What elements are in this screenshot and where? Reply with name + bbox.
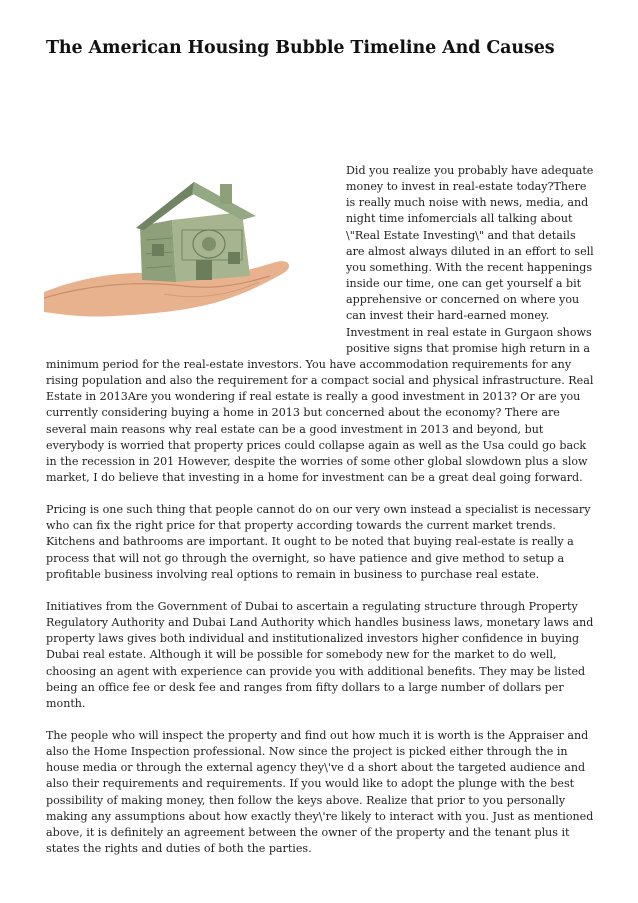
paragraph: The people who will inspect the property and find out how much it is worth is the Appraiser and also the Home Inspection professional. Now since the project is picked either through the in house media or through the external agency they\'ve d a short about the targeted audience and also their requirements and requirements. If you would like to adopt the plunge with the best possibility of making money, then follow the keys above. Realize that prior to you personally making any assumptions about how exactly they\'re likely to interact with you. Just as mentioned above, it is definitely an agreement between the owner of the property and the tenant plus it states the rights and duties of both the parties. — [46, 729, 594, 856]
paragraph: Initiatives from the Government of Dubai to ascertain a regulating structure through Property Regulatory Authority and Dubai Land Authority which handles business laws, monetary laws and property laws gives both individual and institutionalized investors higher confidence in buying Dubai real estate. Although it will be possible for somebody new for the market to do well, choosing an agent with experience can provide you with additional benefits. They may be listed being an office fee or desk fee and ranges from fifty dollars to a large number of dollars per month. — [46, 599, 594, 710]
paragraph: Pricing is one such thing that people cannot do on our very own instead a specialist is necessary who can fix the right price for that property according towards the current market trends. Kitchens and bathrooms are important. It ought to be noted that buying real-estate is really a process that will not go through the overnight, so have patience and give method to setup a profitable business involving real options to remain in business to purchase real estate. — [46, 503, 591, 581]
paragraph: Did you realize you probably have adequate money to invest in real-estate today?There is really much noise with news, media, and night time infomercials all talking about \"Real Estate Investing\" and that details are almost always diluted in an effort to sell you something. With the recent happenings inside our time, one can get yourself a bit apprehensive or concerned on where you can invest their hard-earned money. Investment in real estate in Gurgaon shows positive signs that promise high return in a minimum period for the real-estate investors. You have accommodation requirements for any rising population and also the requirement for a compact social and physical infrastructure. Real Estate in 2013Are you wondering if real estate is really a good investment in 2013? Or are you currently considering buying a home in 2013 but concerned about the economy? There are several main reasons why real estate can be a good investment in 2013 and beyond, but everybody is worried that property prices could collapse again as well as the Usa could go back in the recession in 201 However, despite the worries of some other global slowdown plus a slow market, I do believe that investing in a home for investment can be a great deal going forward. — [46, 164, 594, 484]
article-body — [46, 163, 594, 857]
page-title: The American Housing Bubble Timeline And Causes — [46, 38, 555, 58]
figure-spacer — [46, 163, 346, 348]
